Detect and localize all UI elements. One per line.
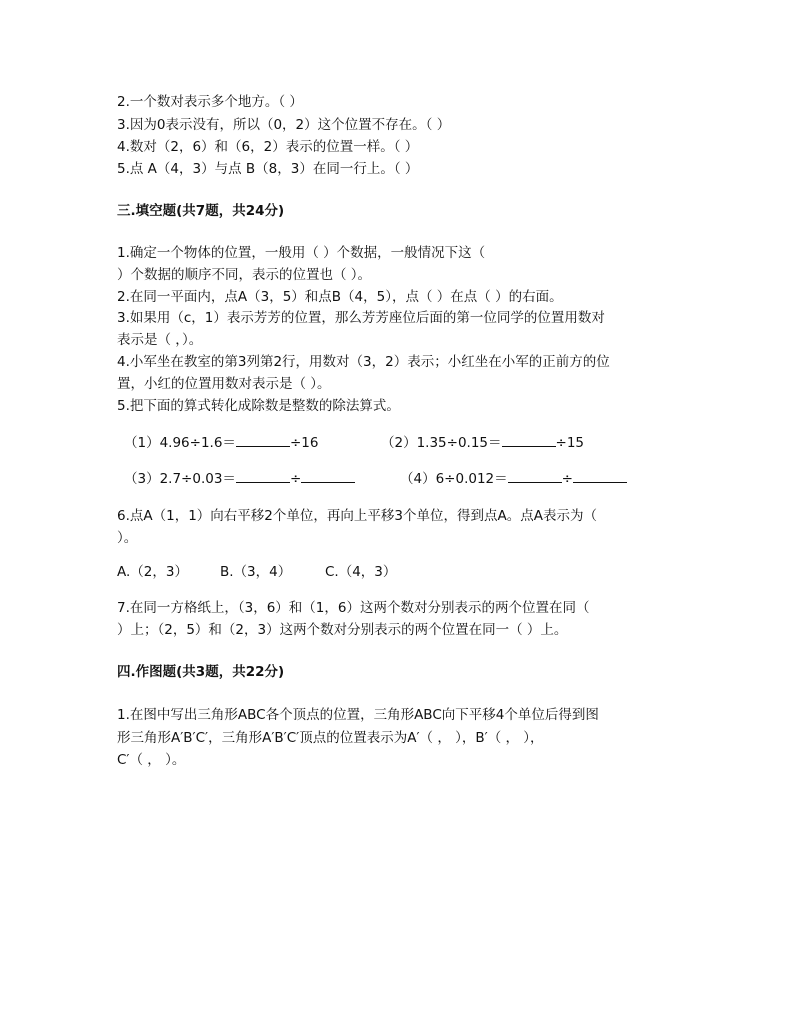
answer-blank[interactable] [236, 432, 290, 447]
judge-question-4: 4.数对（2，6）和（6，2）表示的位置一样。（ ） [117, 139, 419, 155]
division-item-4-sign: ÷ [561, 471, 573, 487]
fill-question-7-line-2: ）上；（2，5）和（2，3）这两个数对分别表示的两个位置在同一（ ）上。 [117, 622, 568, 638]
division-item-3-sign: ÷ [289, 471, 302, 487]
division-item-3 [124, 468, 355, 489]
division-item-3-expression: （3）2.7÷0.03＝ [124, 471, 236, 487]
division-item-1 [124, 432, 318, 453]
fill-question-7-line-1: 7.在同一方格纸上，（3，6）和（1，6）这两个数对分别表示的两个位置在同（ [117, 600, 590, 616]
division-item-1-divisor: ÷16 [289, 435, 319, 451]
choice-option-c: C.（4，3） [325, 564, 397, 580]
draw-question-1-line-3: C′（ ， ）。 [117, 752, 186, 768]
division-item-4-expression: （4）6÷0.012＝ [400, 471, 508, 487]
choice-option-b: B.（3，4） [220, 564, 292, 580]
fill-question-1-line-2: ）个数据的顺序不同，表示的位置也（ ）。 [117, 267, 372, 283]
answer-blank[interactable] [301, 468, 355, 483]
answer-blank[interactable] [236, 468, 290, 483]
answer-blank[interactable] [573, 468, 627, 483]
judge-question-3: 3.因为0表示没有，所以（0，2）这个位置不存在。（ ） [117, 117, 451, 133]
fill-section-heading: 三.填空题(共7题，共24分) [117, 203, 285, 219]
division-item-4 [400, 468, 627, 489]
division-item-2 [381, 432, 584, 453]
fill-question-2: 2.在同一平面内，点A（3，5）和点B（4，5），点（ ）在点（ ）的右面。 [117, 289, 563, 305]
judge-question-2: 2.一个数对表示多个地方。（ ） [117, 94, 303, 110]
draw-question-1-line-2: 形三角形A′B′C′，三角形A′B′C′顶点的位置表示为A′（ ， ），B′（ ， ）， [117, 730, 544, 746]
fill-question-4-line-1: 4.小军坐在教室的第3列第2行，用数对（3，2）表示；小红坐在小军的正前方的位 [117, 354, 610, 370]
fill-question-3-line-2: 表示是（ ，）。 [117, 332, 203, 348]
choice-option-a: A.（2，3） [117, 564, 188, 580]
answer-blank[interactable] [502, 432, 556, 447]
division-item-1-expression: （1）4.96÷1.6＝ [124, 435, 236, 451]
fill-question-6-line-2: ）。 [117, 530, 138, 546]
division-item-2-divisor: ÷15 [555, 435, 585, 451]
fill-question-1-line-1: 1.确定一个物体的位置，一般用（ ）个数据，一般情况下这（ [117, 245, 486, 261]
fill-question-3-line-1: 3.如果用（c，1）表示芳芳的位置，那么芳芳座位后面的第一位同学的位置用数对 [117, 310, 605, 326]
draw-question-1-line-1: 1.在图中写出三角形ABC各个顶点的位置，三角形ABC向下平移4个单位后得到图 [117, 707, 599, 723]
fill-question-6-line-1: 6.点A（1，1）向右平移2个单位，再向上平移3个单位，得到点A。点A表示为（ [117, 508, 597, 524]
fill-question-4-line-2: 置，小红的位置用数对表示是（ ）。 [117, 376, 331, 392]
division-item-2-expression: （2）1.35÷0.15＝ [381, 435, 502, 451]
answer-blank[interactable] [508, 468, 562, 483]
draw-section-heading: 四.作图题(共3题，共22分) [117, 664, 285, 680]
judge-question-5: 5.点 A（4，3）与点 B（8，3）在同一行上。（ ） [117, 161, 419, 177]
fill-question-5: 5.把下面的算式转化成除数是整数的除法算式。 [117, 398, 400, 414]
